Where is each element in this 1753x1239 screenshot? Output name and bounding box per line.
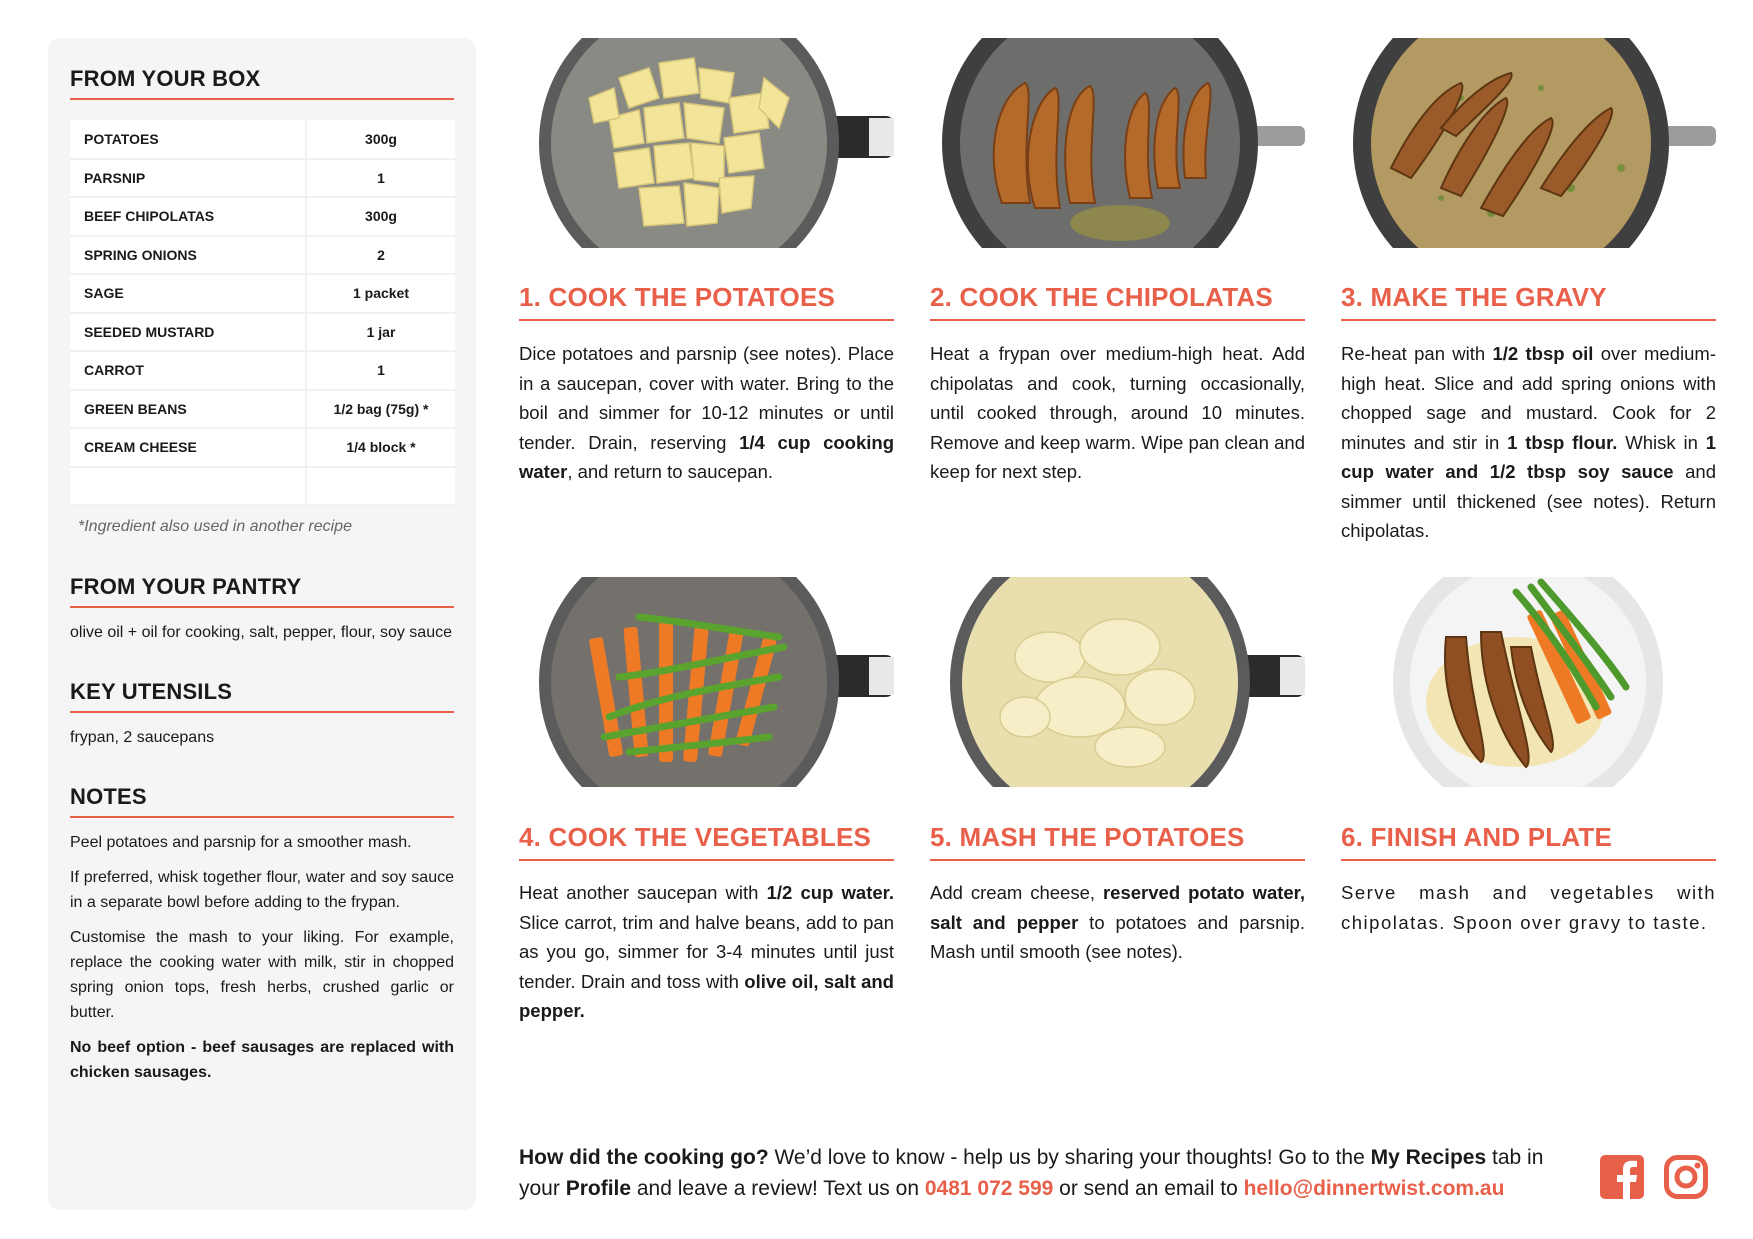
ingredient-qty: 1/4 block * — [306, 428, 455, 467]
step-5-title: 5. MASH THE POTATOES — [930, 822, 1305, 861]
ingredient-row — [70, 313, 455, 352]
ingredient-name: SAGE — [70, 274, 306, 313]
footer-question: How did the cooking go? — [519, 1146, 769, 1169]
ingredient-qty: 1 packet — [306, 274, 455, 313]
footer-text-2: tab in your — [519, 1146, 1544, 1200]
utensils-text: frypan, 2 saucepans — [70, 729, 215, 746]
step-text-run: Dice potatoes and parsnip (see notes). Place in a saucepan, cover with water. Bring to the boil and simmer for 10-12 minutes or until tender. Drain, reserving — [519, 343, 894, 453]
step-text-run: Add cream cheese, — [930, 882, 1103, 903]
ingredient-row — [70, 351, 455, 390]
ingredient-note: *Ingredient also used in another recipe — [78, 518, 352, 535]
step-text-run: olive oil, salt and pepper. — [519, 970, 894, 1021]
ingredient-qty: 1 jar — [306, 313, 455, 352]
profile-link[interactable]: Profile — [565, 1177, 632, 1200]
ingredient-row — [70, 428, 455, 467]
ingredients-sidebar — [48, 38, 476, 1210]
box-heading: FROM YOUR BOX — [70, 66, 454, 100]
feedback-footer — [519, 1142, 1569, 1204]
footer-text-1: We’d love to know - help us by sharing your thoughts! Go to the — [768, 1146, 1371, 1169]
ingredient-name: SEEDED MUSTARD — [70, 313, 306, 352]
ingredient-qty: 300g — [306, 120, 455, 159]
step-6-photo — [1341, 577, 1716, 791]
ingredient-row — [70, 274, 455, 313]
step-text-run: Slice carrot, trim and halve beans, add to pan as you go, simmer for 3-4 minutes until just tender. Drain and toss with — [519, 911, 894, 992]
ingredient-row — [70, 120, 455, 159]
ingredient-row-empty — [70, 467, 455, 506]
step-3-title: 3. MAKE THE GRAVY — [1341, 282, 1716, 321]
step-text-run: 1 tbsp flour. — [1507, 431, 1618, 453]
phone-link[interactable]: 0481 072 599 — [924, 1177, 1054, 1200]
footer-text-4: or send an email to — [1053, 1177, 1244, 1200]
ingredient-qty: 2 — [306, 236, 455, 275]
step-6-title: 6. FINISH AND PLATE — [1341, 822, 1716, 861]
step-3-text — [1341, 339, 1716, 546]
ingredient-name: POTATOES — [70, 120, 306, 159]
step-text-run: , and return to saucepan. — [567, 461, 774, 482]
ingredient-row — [70, 197, 455, 236]
ingredient-name: PARSNIP — [70, 159, 306, 198]
step-2-title: 2. COOK THE CHIPOLATAS — [930, 282, 1305, 321]
step-text-run: 1/2 cup water. — [766, 882, 894, 903]
step-text-run: Serve mash and vegetables with chipolatas. Spoon over gravy to taste. — [1341, 882, 1716, 933]
note-4: No beef option - beef sausages are replaced with chicken sausages. — [70, 1039, 454, 1081]
step-text-run: 1/2 tbsp oil — [1492, 343, 1594, 364]
step-text-run: to potatoes and parsnip. Mash until smooth (see notes). — [930, 911, 1305, 962]
ingredient-row — [70, 390, 455, 429]
instagram-icon[interactable] — [1664, 1155, 1708, 1203]
ingredient-qty: 1/2 bag (75g) * — [306, 390, 455, 429]
my-recipes-link[interactable]: My Recipes — [1370, 1146, 1487, 1169]
ingredient-row — [70, 159, 455, 198]
step-1-photo — [519, 38, 894, 252]
step-1-text — [519, 339, 894, 487]
step-4-text — [519, 878, 894, 1026]
step-1-title: 1. COOK THE POTATOES — [519, 282, 894, 321]
ingredient-name: CARROT — [70, 351, 306, 390]
ingredient-qty: 300g — [306, 197, 455, 236]
step-text-run: and simmer until thickened (see notes). Return chipolatas. — [1341, 461, 1716, 541]
step-text-run: over medium-high heat. Slice and add spring onions with chopped sage and mustard. Cook for 2 minutes and stir in — [1341, 343, 1716, 453]
ingredient-row — [70, 236, 455, 275]
footer-text-3: and leave a review! Text us on — [631, 1177, 925, 1200]
pantry-text: olive oil + oil for cooking, salt, pepper, flour, soy sauce — [70, 624, 452, 641]
ingredient-name: CREAM CHEESE — [70, 428, 306, 467]
step-2-text — [930, 339, 1305, 487]
note-3: Customise the mash to your liking. For example, replace the cooking water with milk, stir in chopped spring onion tops, fresh herbs, crushed garlic or butter. — [70, 929, 454, 1021]
step-text-run: 1 cup water and 1/2 tbsp soy sauce — [1341, 431, 1717, 482]
facebook-icon[interactable] — [1600, 1155, 1644, 1203]
ingredients-table — [70, 120, 455, 506]
step-4-title: 4. COOK THE VEGETABLES — [519, 822, 894, 861]
ingredient-qty: 1 — [306, 159, 455, 198]
ingredient-name: GREEN BEANS — [70, 390, 306, 429]
step-text-run: Whisk in — [1617, 431, 1706, 453]
notes-heading: NOTES — [70, 784, 454, 818]
step-text-run: reserved potato water, salt and pepper — [930, 882, 1305, 933]
ingredient-qty: 1 — [306, 351, 455, 390]
step-text-run: 1/4 cup cooking water — [519, 431, 895, 482]
pantry-heading: FROM YOUR PANTRY — [70, 574, 454, 608]
ingredient-name: BEEF CHIPOLATAS — [70, 197, 306, 236]
step-text-run: Re-heat pan with — [1341, 343, 1493, 364]
utensils-heading: KEY UTENSILS — [70, 679, 454, 713]
email-link[interactable]: hello@dinnertwist.com.au — [1243, 1177, 1505, 1200]
note-1: Peel potatoes and parsnip for a smoother mash. — [70, 834, 412, 851]
step-2-photo — [930, 38, 1305, 252]
note-2: If preferred, whisk together flour, water and soy sauce in a separate bowl before adding to the frypan. — [70, 869, 454, 911]
step-3-photo — [1341, 38, 1716, 252]
step-4-photo — [519, 577, 894, 791]
step-text-run: Heat a frypan over medium-high heat. Add chipolatas and cook, turning occasionally, until cooked through, around 10 minutes. Remove and keep warm. Wipe pan clean and keep for next step. — [930, 343, 1305, 482]
step-5-text — [930, 878, 1305, 967]
step-5-photo — [930, 577, 1305, 791]
step-6-text — [1341, 878, 1716, 937]
step-text-run: Heat another saucepan with — [519, 882, 767, 903]
ingredient-name: SPRING ONIONS — [70, 236, 306, 275]
